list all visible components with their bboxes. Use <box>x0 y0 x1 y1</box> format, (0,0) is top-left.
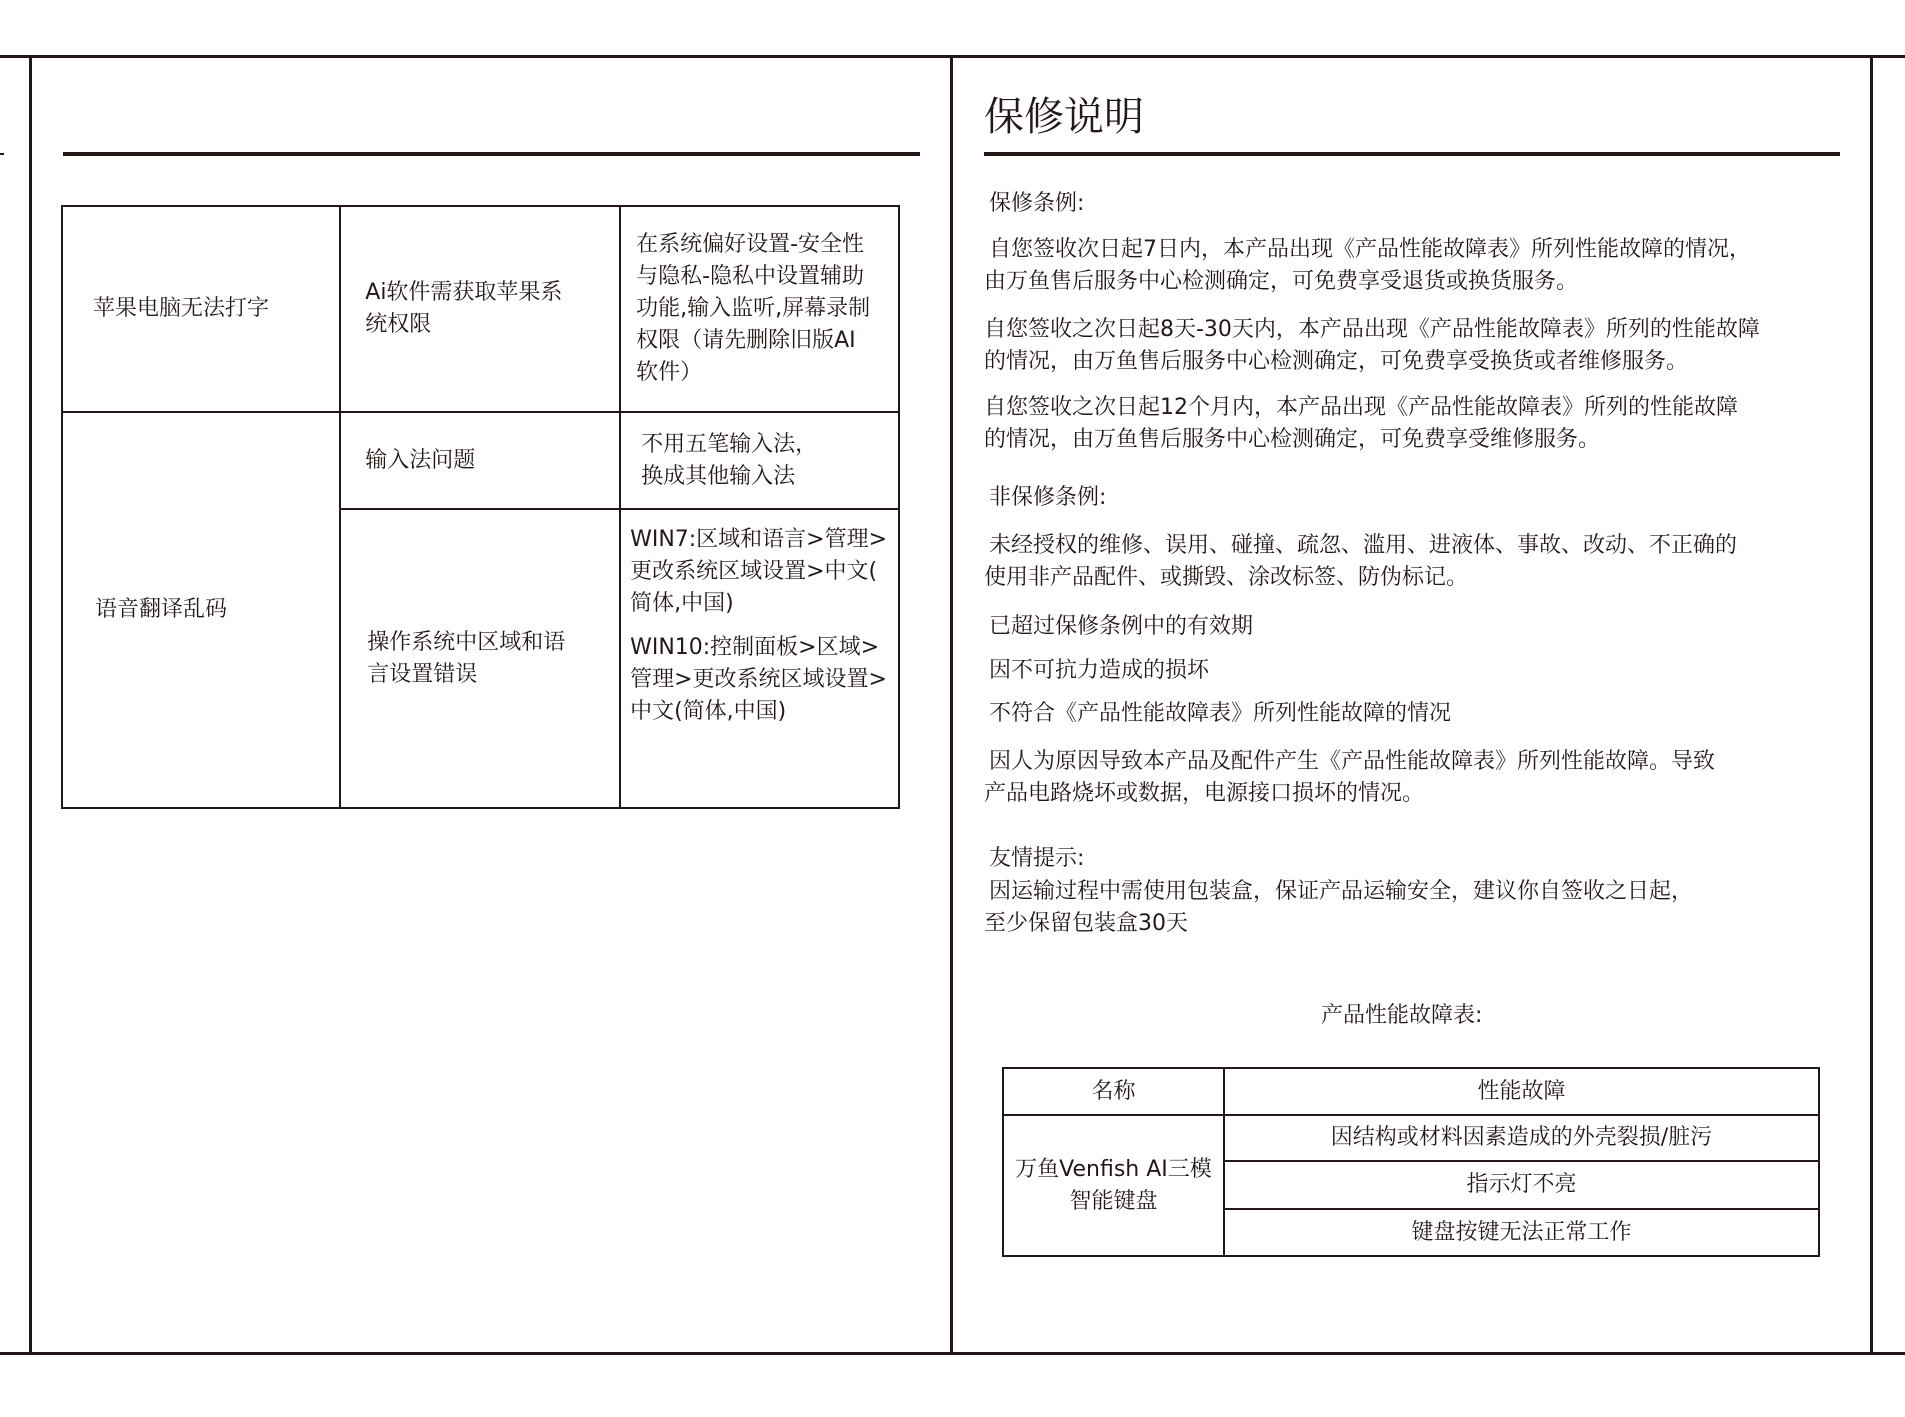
solution-line: WIN10:控制面板>区域> <box>630 635 880 660</box>
page-bottom-border <box>0 1352 1905 1355</box>
solution-line: 换成其他输入法 <box>641 463 796 489</box>
text-line: 因人为原因导致本产品及配件产生《产品性能故障表》所列性能故障。导致 <box>989 749 1716 774</box>
fault-cell: 键盘按键无法正常工作 <box>1224 1209 1819 1256</box>
solution-line: 中文(简体,中国) <box>630 699 787 724</box>
solution-line: 更改系统区域设置>中文( <box>630 559 878 584</box>
page-top-border <box>0 55 1905 58</box>
text-line: 产品电路烧坏或数据，电源接口损坏的情况。 <box>984 781 1425 806</box>
fault-cell: 指示灯不亮 <box>1224 1161 1819 1209</box>
solution-line: 权限（请先删除旧版AI <box>636 328 856 353</box>
cause-text: 输入法问题 <box>365 447 476 473</box>
table-row <box>62 412 899 509</box>
text-line: 智能键盘 <box>1069 1188 1158 1214</box>
text-line: 因运输过程中需使用包装盒，保证产品运输安全，建议你自签收之日起， <box>989 879 1694 904</box>
non-warranty-item: 已超过保修条例中的有效期 <box>989 614 1254 639</box>
problem-cell <box>62 206 340 412</box>
text-line: 自您签收之次日起12个月内，本产品出现《产品性能故障表》所列的性能故障 <box>984 395 1738 420</box>
cause-text: Ai软件需获取苹果系统权限 <box>365 280 563 337</box>
solution-line: 管理>更改系统区域设置> <box>630 667 887 692</box>
solution-cell <box>620 206 899 412</box>
solution-line: 在系统偏好设置-安全性 <box>636 232 865 257</box>
text-line: 的情况，由万鱼售后服务中心检测确定，可免费享受维修服务。 <box>984 427 1601 452</box>
non-warranty-item: 不符合《产品性能故障表》所列性能故障的情况 <box>989 701 1452 726</box>
text-line: 至少保留包装盒30天 <box>984 911 1188 936</box>
cause-cell <box>340 412 620 509</box>
solution-line: 不用五笔输入法， <box>641 431 818 457</box>
cause-text: 操作系统中区域和语言设置错误 <box>367 629 566 687</box>
non-warranty-item <box>984 530 1737 594</box>
crop-mark <box>0 153 4 155</box>
problem-text: 苹果电脑无法打字 <box>93 296 270 321</box>
right-header-rule <box>984 152 1840 156</box>
non-warranty-heading: 非保修条例: <box>989 485 1107 510</box>
cause-cell <box>340 206 620 412</box>
text-line: 使用非产品配件、或撕毁、涂改标签、防伪标记。 <box>984 565 1469 590</box>
solution-cell <box>620 509 899 808</box>
warranty-item <box>984 392 1738 456</box>
page-divider <box>950 55 953 1355</box>
warranty-heading: 保修条例: <box>989 191 1085 216</box>
solution-line: 软件） <box>636 360 703 385</box>
fault-table-title: 产品性能故障表: <box>1321 1003 1483 1028</box>
solution-line: WIN7:区域和语言>管理> <box>630 527 888 552</box>
header-fault: 性能故障 <box>1224 1068 1819 1115</box>
non-warranty-item: 因不可抗力造成的损坏 <box>989 658 1210 683</box>
page-title: 保修说明 <box>984 94 1144 140</box>
solution-line: 与隐私-隐私中设置辅助 <box>636 264 865 289</box>
header-name: 名称 <box>1003 1068 1224 1115</box>
text-line: 自您签收之次日起8天-30天内，本产品出现《产品性能故障表》所列的性能故障 <box>984 317 1760 342</box>
text-line: 自您签收次日起7日内，本产品出现《产品性能故障表》所列性能故障的情况， <box>989 237 1751 262</box>
text-line: 的情况，由万鱼售后服务中心检测确定，可免费享受换货或者维修服务。 <box>984 349 1689 374</box>
warranty-item <box>984 234 1751 298</box>
troubleshoot-table <box>61 205 900 809</box>
product-cell <box>1003 1115 1224 1256</box>
warranty-item <box>984 314 1760 378</box>
text-line: 由万鱼售后服务中心检测确定，可免费享受退货或换货服务。 <box>984 269 1579 294</box>
text-line: 未经授权的维修、误用、碰撞、疏忽、滥用、进液体、事故、改动、不正确的 <box>989 533 1738 558</box>
right-page-border <box>1870 55 1873 1355</box>
left-page-border <box>29 55 32 1355</box>
left-header-rule <box>63 152 920 156</box>
problem-text: 语音翻译乱码 <box>95 597 228 622</box>
table-header-row <box>1003 1068 1819 1115</box>
fault-cell: 因结构或材料因素造成的外壳裂损/脏污 <box>1224 1115 1819 1161</box>
problem-cell <box>62 412 340 808</box>
tip-heading: 友情提示: <box>989 846 1085 871</box>
table-row <box>62 206 899 412</box>
non-warranty-item <box>984 746 1715 810</box>
tip-text <box>984 876 1693 940</box>
fault-table <box>1002 1067 1820 1257</box>
solution-line: 功能,输入监听,屏幕录制 <box>636 296 871 321</box>
solution-cell <box>620 412 899 509</box>
text-line: 万鱼Venfish AI三模 <box>1015 1156 1212 1182</box>
table-row <box>1003 1115 1819 1161</box>
solution-line: 简体,中国) <box>630 591 734 616</box>
cause-cell <box>340 509 620 808</box>
